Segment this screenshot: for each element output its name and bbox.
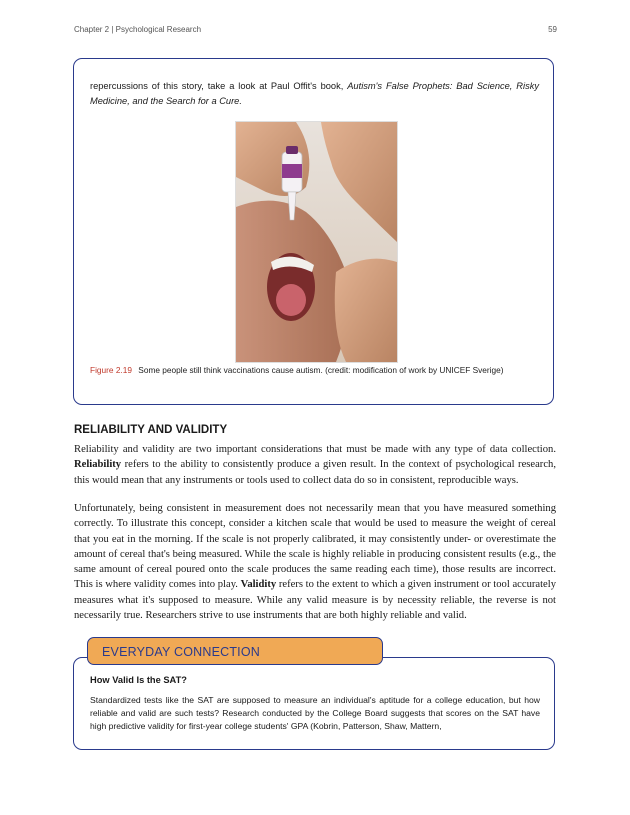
intro-text: repercussions of this story, take a look at Paul Offit's book, <box>90 81 348 91</box>
figure-caption-text: Some people still think vaccinations cause autism. (credit: modification of work by UNICEF Sverige) <box>138 365 504 375</box>
vaccination-photo <box>235 121 398 363</box>
vaccination-illustration <box>236 122 397 362</box>
everyday-connection-box <box>73 657 555 750</box>
feature-box <box>73 58 554 405</box>
figure-caption <box>90 365 529 376</box>
paragraph-reliability <box>74 442 556 488</box>
figure-label: Figure 2.19 <box>90 365 132 375</box>
p1-text-b: refers to the ability to consistently produce a given result. In the context of psychological research, this would mean that any instruments or tools used to collect data do so in consistent, reproducible ways. <box>74 459 556 486</box>
feature-box-text <box>90 79 539 108</box>
section-heading: RELIABILITY AND VALIDITY <box>74 424 228 436</box>
paragraph-validity <box>74 501 556 623</box>
p2-text-b: refers to the extent to which a given instrument or tool accurately measures what it's supposed to measure. While any valid measure is by necessity reliable, the reverse is not necessarily true. Researchers strive to use instruments that are both highly reliable and valid. <box>74 579 556 622</box>
term-validity: Validity <box>240 579 277 591</box>
chapter-title: Chapter 2 | Psychological Research <box>74 25 202 34</box>
page-number: 59 <box>548 25 557 34</box>
everyday-connection-tab <box>87 637 383 665</box>
everyday-connection-text: Standardized tests like the SAT are supposed to measure an individual's aptitude for a college education, but how reliable and valid are such tests? Research conducted by the College Board suggests that scores on the SAT have high predictive validity for first-year college students' GPA (Kobrin, Patterson, Shaw, Mattern, <box>90 695 540 732</box>
everyday-connection-label: EVERYDAY CONNECTION <box>102 645 260 659</box>
everyday-connection-title: How Valid Is the SAT? <box>90 675 187 685</box>
book-title: Autism's False Prophets: Bad Science, Risky Medicine, and the Search for a Cure. <box>90 81 540 106</box>
p1-text-a: Reliability and validity are two important considerations that must be made with any type of data collection. <box>74 444 556 455</box>
term-reliability: Reliability <box>74 459 122 471</box>
p2-text-a: Unfortunately, being consistent in measurement does not necessarily mean that you have measured something correctly. To illustrate this concept, consider a kitchen scale that would be used to measure the weight of cereal that you eat in the morning. If the scale is not properly calibrated, it may consistently under- or overestimate the amount of cereal that's being measured. While the scale is highly reliable in producing consistent results (e.g., the same amount of cereal poured onto the scale produces the same reading each time), those results are incorrect. This is where validity comes into play. <box>74 503 556 591</box>
